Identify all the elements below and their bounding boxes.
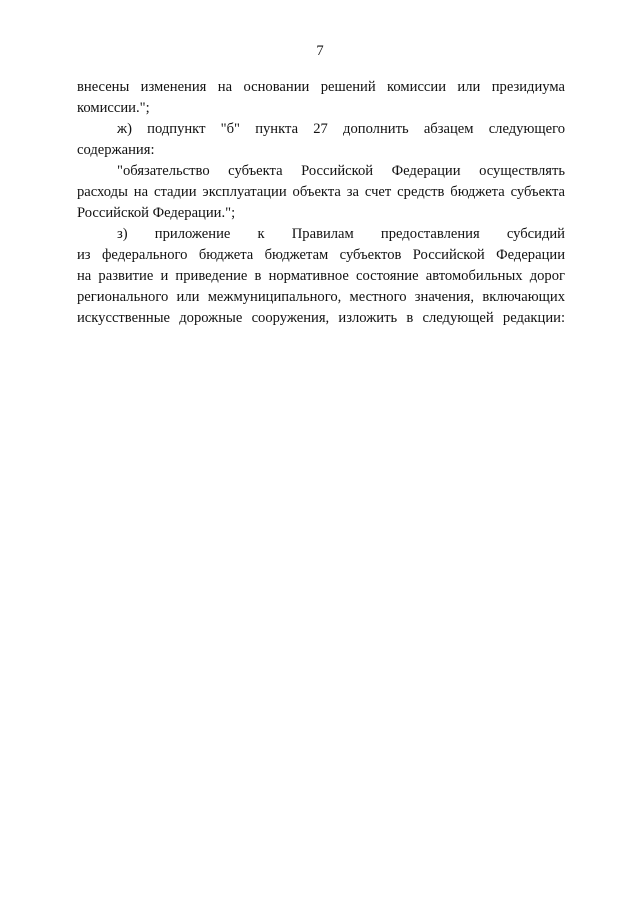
text-line: содержания:: [77, 142, 155, 158]
text-line: на развитие и приведение в нормативное состояние автомобильных дорог: [77, 268, 565, 284]
text-line: Российской Федерации.";: [77, 205, 236, 221]
text-line: искусственные дорожные сооружения, изложить в следующей редакции:: [77, 310, 565, 326]
document-body: [77, 77, 565, 329]
text-line: з) приложение к Правилам предоставления субсидий: [117, 226, 565, 242]
text-line: "обязательство субъекта Российской Федерации осуществлять: [117, 163, 565, 179]
page-number: 7: [316, 43, 324, 59]
text-line: из федерального бюджета бюджетам субъектов Российской Федерации: [77, 247, 565, 263]
text-line: регионального или межмуниципального, местного значения, включающих: [77, 289, 565, 305]
text-line: расходы на стадии эксплуатации объекта за счет средств бюджета субъекта: [77, 184, 565, 200]
text-line: внесены изменения на основании решений комиссии или президиума: [77, 79, 565, 95]
text-line: комиссии.";: [77, 100, 150, 116]
text-line: ж) подпункт "б" пункта 27 дополнить абзацем следующего: [117, 121, 565, 137]
